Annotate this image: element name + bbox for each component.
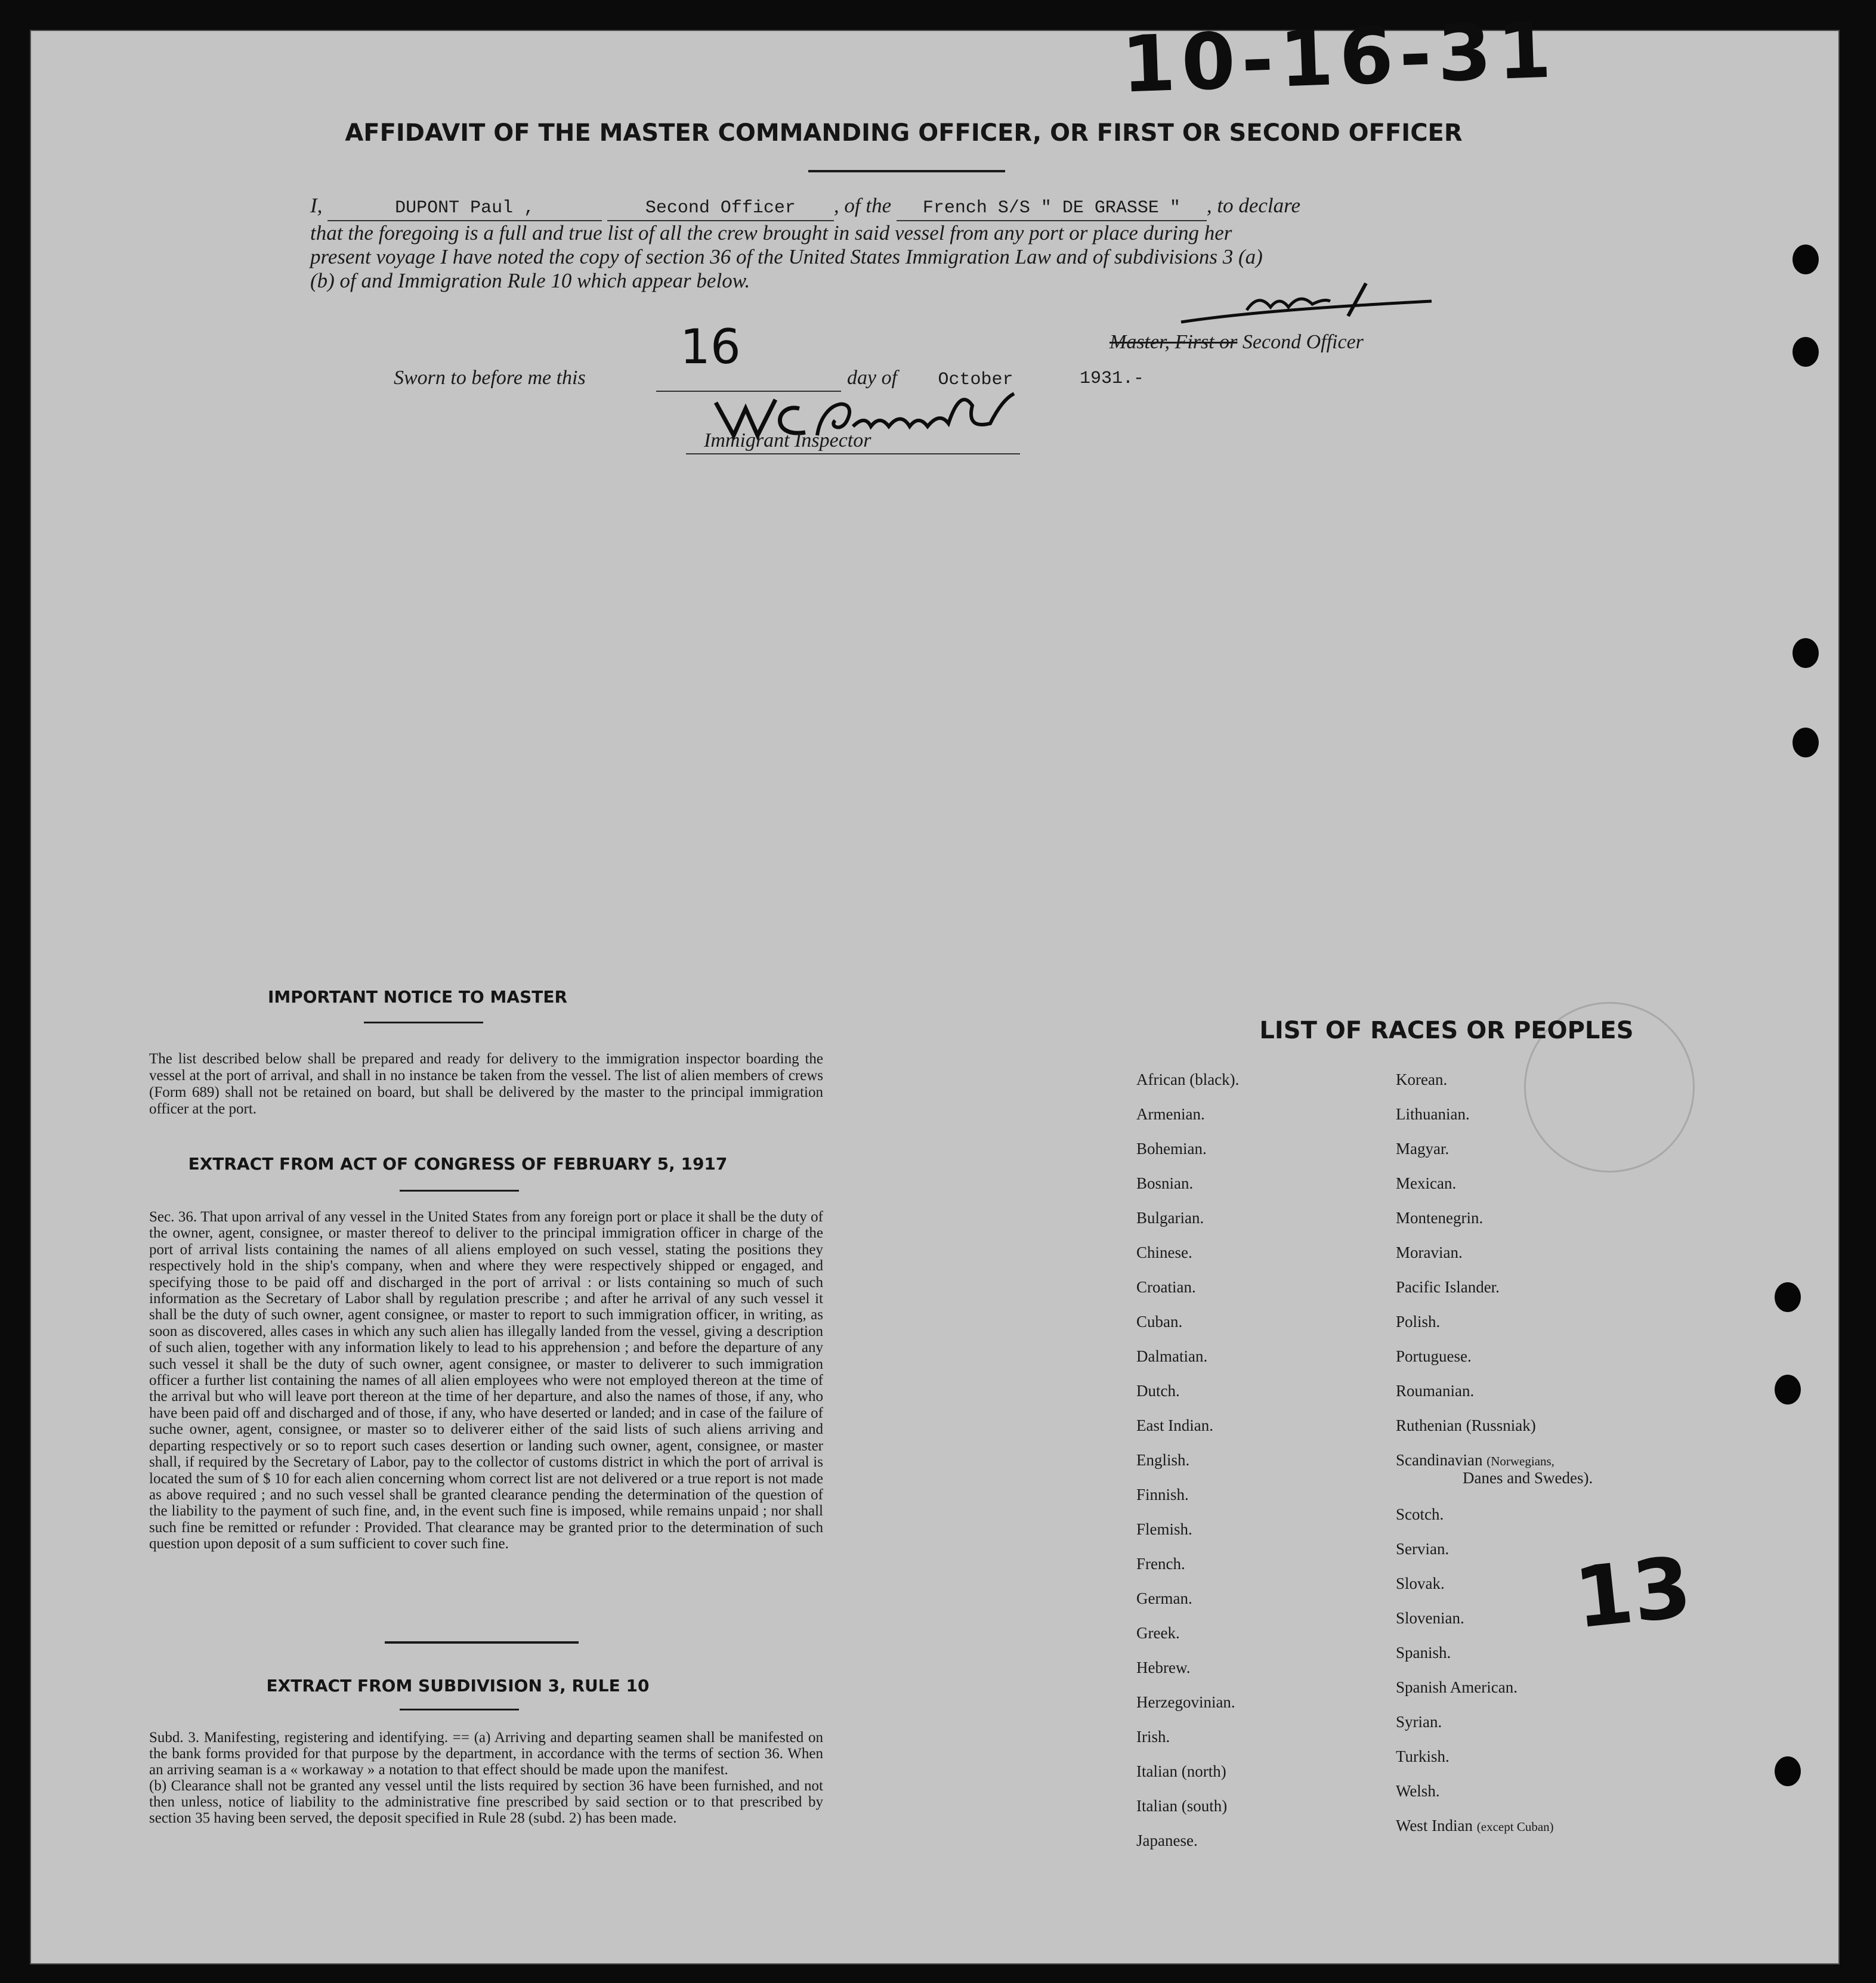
race-item: Turkish. (1396, 1747, 1450, 1765)
sworn-label: Sworn to before me this (394, 367, 586, 389)
race-item: Slovenian. (1396, 1609, 1464, 1627)
punch-hole (1792, 245, 1819, 274)
affidavit-text (310, 194, 1479, 293)
race-item: Portuguese. (1396, 1347, 1472, 1365)
race-item: Magyar. (1396, 1140, 1450, 1158)
race-item: Cuban. (1136, 1313, 1183, 1331)
punch-hole (1775, 1756, 1801, 1786)
race-item-note: Danes and Swedes). (1463, 1469, 1593, 1487)
to-declare-label: , to declare (1206, 194, 1301, 217)
day-of-label: day of (847, 367, 898, 389)
role-text: Second Officer (1242, 331, 1364, 353)
race-item: Chinese. (1136, 1243, 1192, 1261)
race-item: Japanese. (1136, 1832, 1198, 1849)
race-item: Herzegovinian. (1136, 1693, 1235, 1711)
punch-hole (1792, 728, 1819, 757)
extract2-top-rule (385, 1641, 579, 1644)
race-item: Lithuanian. (1396, 1105, 1470, 1123)
extract2-title: EXTRACT FROM SUBDIVISION 3, RULE 10 (266, 1676, 650, 1696)
race-item: Dutch. (1136, 1382, 1180, 1400)
notice-title: IMPORTANT NOTICE TO MASTER (267, 987, 568, 1007)
affidavit-line-3: present voyage I have noted the copy of section 36 of the United States Immigration Law and of subdivisions 3 (a) (310, 245, 1263, 268)
section-36-text: Sec. 36. That upon arrival of any vessel in the United States from any foreign port or place it shall be the duty of the owner, agent, consignee, or master thereof to deliver to the principal immigration officer in charge of the port of arrival lists containing the names of all aliens employed on such vessel, stating the positions they respectively hold in the ship's company, when and where they were respectively shipped or engaged, and specifying those to be paid off and discharged in the port of arrival : or lists containing so much of such information as the Secretary of Labor shall by regulation prescribe ; and after he arrival of any such vessel it shall be the duty of such owner, agent consignee, or master to report to such immigration officer, in writing, as soon as discovered, alles cases in which any such alien has illegally landed from the vessel, giving a description of such alien, together with any information likely to lead to his apprehension ; and before the departure of any such vessel it shall be the duty of such owner, agent consignee, or master to deliverer to such immigration officer a further list containing the names of all alien employees who were not employed thereon at the time of the arrival but who will leave port thereon at the time of her departure, and also the names of those, if any, who have been paid off and discharged and of those, if any, who have deserted or landed; and in case of the failure of suche owner, agent, consignee, or master so to deliverer either of the said lists of such aliens arriving and departing respectively or so to report such cases desertion or landing such owner, agent, consignee, or master shall, if required by the Secretary of Labor, pay to the collector of customs district in which the port of arrival is located the sum of $ 10 for each alien concerning whom correct list are not delivered or a true report is not made as above required ; and no such vessel shall be granted clearance pending the determination of the question of the liability to the payment of such fine, and, in the event such fine is imposed, while remains unpaid ; nor shall such fine be remitted or refunder : Provided. That clearance may be granted prior to the determination of such question upon deposit of a sum sufficient to cover such fine. (149, 1209, 823, 1552)
affidavit-pronoun: I, (310, 194, 323, 217)
race-item: English. (1136, 1451, 1190, 1469)
race-item: African (black). (1136, 1071, 1240, 1088)
race-item: Bosnian. (1136, 1174, 1194, 1192)
race-item-scandinavian (1396, 1451, 1554, 1470)
race-item: Croatian. (1136, 1278, 1196, 1296)
race-item: Hebrew. (1136, 1659, 1191, 1676)
race-item: Flemish. (1136, 1520, 1192, 1538)
notice-rule (364, 1022, 483, 1023)
race-item: Moravian. (1396, 1243, 1463, 1261)
punch-hole (1792, 337, 1819, 367)
race-item: Bohemian. (1136, 1140, 1207, 1158)
handwritten-page-number: 13 (1570, 1539, 1696, 1648)
punch-hole (1792, 638, 1819, 668)
race-item: Montenegrin. (1396, 1209, 1484, 1227)
handwritten-day: 16 (680, 319, 741, 375)
race-item: Greek. (1136, 1624, 1180, 1642)
race-item: Finnish. (1136, 1486, 1189, 1504)
subdivision-3-text (149, 1730, 823, 1826)
race-item-west-indian (1396, 1817, 1554, 1835)
title-rule (808, 170, 1005, 172)
officer-role (1109, 331, 1364, 354)
race-item: Italian (south) (1136, 1797, 1228, 1815)
affidavit-line-2: that the foregoing is a full and true list of all the crew brought in said vessel from any port or place during her (310, 221, 1232, 245)
officer-signature-stroke (1348, 283, 1366, 316)
officer-signature (1169, 280, 1444, 334)
race-item: Polish. (1396, 1313, 1441, 1331)
race-item: Korean. (1396, 1071, 1448, 1088)
extract2-rule (400, 1709, 519, 1710)
race-item: Syrian. (1396, 1713, 1442, 1731)
of-the-label: , of the (833, 194, 892, 217)
extract1-rule (400, 1190, 519, 1192)
race-item: Irish. (1136, 1728, 1170, 1746)
race-item: French. (1136, 1555, 1185, 1573)
race-item: Spanish American. (1396, 1678, 1518, 1696)
race-item: Dalmatian. (1136, 1347, 1208, 1365)
race-item: Welsh. (1396, 1782, 1440, 1800)
punch-hole (1775, 1375, 1801, 1405)
officer-rank: Second Officer (607, 196, 834, 221)
officer-name: DUPONT Paul , (327, 196, 602, 221)
race-item: Ruthenian (Russniak) (1396, 1416, 1536, 1434)
race-label: West Indian (1396, 1817, 1473, 1834)
race-note: (Norwegians, (1486, 1454, 1554, 1468)
race-item: Roumanian. (1396, 1382, 1475, 1400)
race-item: Slovak. (1396, 1574, 1445, 1592)
race-item: Servian. (1396, 1540, 1450, 1558)
race-item: Armenian. (1136, 1105, 1205, 1123)
notice-text: The list described below shall be prepared and ready for delivery to the immigration inspector boarding the vessel at the port of arrival, and shall in no instance be taken from the vessel. The list of alien members of crews (Form 689) shall not be retained on board, but shall be delivered by the master to the principal immigration officer at the port. (149, 1051, 823, 1117)
inspector-line (686, 453, 1020, 454)
race-item: East Indian. (1136, 1416, 1213, 1434)
extract1-title: EXTRACT FROM ACT OF CONGRESS OF FEBRUARY 5, 1917 (188, 1154, 728, 1174)
race-label: Scandinavian (1396, 1451, 1483, 1469)
struck-role-text: Master, First or (1109, 331, 1238, 353)
vessel-name: French S/S " DE GRASSE " (897, 196, 1207, 221)
affidavit-line-1 (310, 194, 1479, 221)
affidavit-title: AFFIDAVIT OF THE MASTER COMMANDING OFFICER, OR FIRST OR SECOND OFFICER (345, 119, 1463, 147)
race-item: Pacific Islander. (1396, 1278, 1500, 1296)
inspector-signature-stroke (853, 394, 1014, 426)
races-title: LIST OF RACES OR PEOPLES (1259, 1017, 1634, 1044)
year: 1931.- (1080, 369, 1145, 389)
race-item: Bulgarian. (1136, 1209, 1204, 1227)
race-item: German. (1136, 1589, 1192, 1607)
punch-hole (1775, 1282, 1801, 1312)
race-item: Mexican. (1396, 1174, 1457, 1192)
race-item: Italian (north) (1136, 1762, 1226, 1780)
month: October (938, 370, 1013, 390)
subdivision-3-para-a: Subd. 3. Manifesting, registering and identifying. == (a) Arriving and departing seamen shall be manifested on the bank forms provided for that purpose by the department, in accordance with the terms of section 36. When an arriving seaman is a « workaway » a notation to that effect should be made upon the manifest. (149, 1730, 823, 1778)
inspector-label: Immigrant Inspector (704, 429, 871, 451)
affidavit-line-4: (b) of and Immigration Rule 10 which appear below. (310, 269, 750, 292)
officer-signature-stroke (1181, 301, 1432, 322)
race-item: Scotch. (1396, 1505, 1444, 1523)
race-note: (except Cuban) (1476, 1820, 1554, 1834)
handwritten-date: 10-16-31 (1120, 4, 1559, 110)
subdivision-3-para-b: (b) Clearance shall not be granted any vessel until the lists required by section 36 have been furnished, and not then unless, notice of liability to the administrative fine prescribed by said section or to that prescribed by section 35 having been served, the deposit specified in Rule 28 (subd. 2) has been made. (149, 1778, 823, 1826)
race-item: Spanish. (1396, 1644, 1451, 1662)
